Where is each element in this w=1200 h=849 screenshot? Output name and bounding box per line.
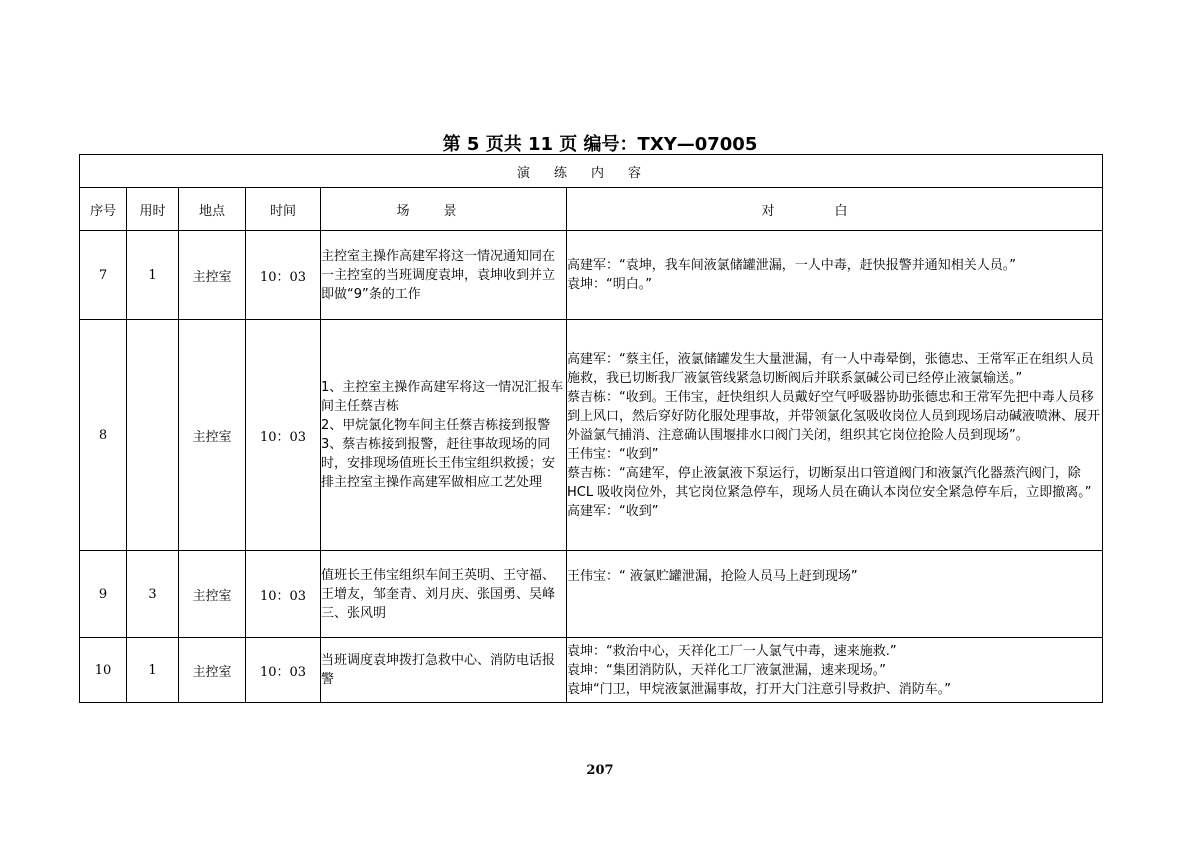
dialogue-line: 袁坤：“明白。”: [567, 277, 652, 292]
scene-line: 当班调度袁坤拨打急救中心、消防电话报警: [321, 653, 556, 687]
document-header: 第 5 页共 11 页 编号：TXY—07005: [442, 134, 758, 155]
row-number: 9: [80, 551, 127, 638]
dialogue-line: 高建军：“袁坤，我车间液氯储罐泄漏，一人中毒，赶快报警并通知相关人员。”: [567, 258, 1016, 273]
scene-line: 2、甲烷氯化物车间主任蔡吉栋接到报警: [321, 418, 551, 433]
scene-line: 1、主控室主操作高建军将这一情况汇报车间主任蔡吉栋: [321, 380, 564, 414]
scene-line: 主控室主操作高建军将这一情况通知同在一主控室的当班调度袁坤，袁坤收到并立即做“9”条的工作: [321, 248, 556, 302]
table-row: [80, 638, 1103, 703]
row-dialogue: [567, 638, 1103, 703]
column-header-time: 时间: [246, 188, 321, 231]
row-location: 主控室: [179, 551, 246, 638]
table-caption-row: [80, 155, 1103, 188]
row-time: 10：03: [246, 320, 321, 551]
dialogue-line: 袁坤：“集团消防队，天祥化工厂液氯泄漏，速来现场。”: [567, 662, 886, 678]
column-header-location: 地点: [179, 188, 246, 231]
row-duration: 1: [127, 638, 179, 703]
page-number: 207: [586, 763, 614, 778]
row-time: 10：03: [246, 231, 321, 320]
dialogue-line: 蔡吉栋：“收到。王伟宝，赶快组织人员戴好空气呼吸器协助张德忠和王常军先把中毒人员移到上风口，然后穿好防化服处理事故，并带领氯化氢吸收岗位人员到现场启动碱液喷淋、展开外溢氯气捕消、注意确认围堰排水口阀门关闭，组织其它岗位抢险人员到现场”。: [567, 389, 1101, 443]
dialogue-line: 袁坤“门卫，甲烷液氯泄漏事故，打开大门注意引导救护、消防车。”: [567, 681, 951, 697]
dialogue-line: 高建军：“蔡主任，液氯储罐发生大量泄漏，有一人中毒晕倒，张德忠、王常军正在组织人员施救，我已切断我厂液氯管线紧急切断阀后并联系氯碱公司已经停止液氯输送。”: [567, 351, 1094, 386]
row-number: 10: [80, 638, 127, 703]
row-location: 主控室: [179, 638, 246, 703]
row-scene: [321, 638, 567, 703]
row-scene: [321, 320, 567, 551]
row-scene: [321, 231, 567, 320]
row-duration: [127, 320, 179, 551]
dialogue-line: 王伟宝：“ 液氯贮罐泄漏，抢险人员马上赶到现场”: [567, 569, 858, 584]
column-header-number: 序号: [80, 188, 127, 231]
row-location: 主控室: [179, 320, 246, 551]
row-duration: 1: [127, 231, 179, 320]
row-scene: [321, 551, 567, 638]
table-caption: 演练内容: [80, 155, 1103, 188]
row-location: 主控室: [179, 231, 246, 320]
row-time: 10：03: [246, 638, 321, 703]
column-header-dialogue: 对白: [567, 188, 1103, 231]
table-row: [80, 320, 1103, 551]
drill-content-table: [79, 154, 1103, 703]
row-number: 7: [80, 231, 127, 320]
dialogue-line: 高建军：“收到”: [567, 503, 659, 519]
table-row: [80, 551, 1103, 638]
dialogue-line: 蔡吉栋：“高建军，停止液氯液下泵运行，切断泵出口管道阀门和液氯汽化器蒸汽阀门，除 HCL 吸收岗位外，其它岗位紧急停车，现场人员在确认本岗位安全紧急停车后，立即撤离。”: [567, 465, 1092, 500]
row-dialogue: [567, 551, 1103, 638]
column-header-duration: 用时: [127, 188, 179, 231]
row-dialogue: [567, 231, 1103, 320]
table-header-row: [80, 188, 1103, 231]
dialogue-line: 袁坤：“救治中心，天祥化工厂一人氯气中毒，速来施救.”: [567, 643, 897, 659]
column-header-scene: 场景: [321, 188, 567, 231]
scene-line: 3、蔡吉栋接到报警，赶往事故现场的同时，安排现场值班长王伟宝组织救援；安排主控室主操作高建军做相应工艺处理: [321, 437, 556, 490]
scene-line: 值班长王伟宝组织车间王英明、王守福、王增友，邹奎青、刘月庆、张国勇、吴峰三、张风明: [321, 567, 556, 621]
dialogue-line: 王伟宝：“收到”: [567, 446, 659, 462]
table-row: [80, 231, 1103, 320]
row-time: 10：03: [246, 551, 321, 638]
row-duration: 3: [127, 551, 179, 638]
row-dialogue: [567, 320, 1103, 551]
row-number: 8: [80, 320, 127, 551]
